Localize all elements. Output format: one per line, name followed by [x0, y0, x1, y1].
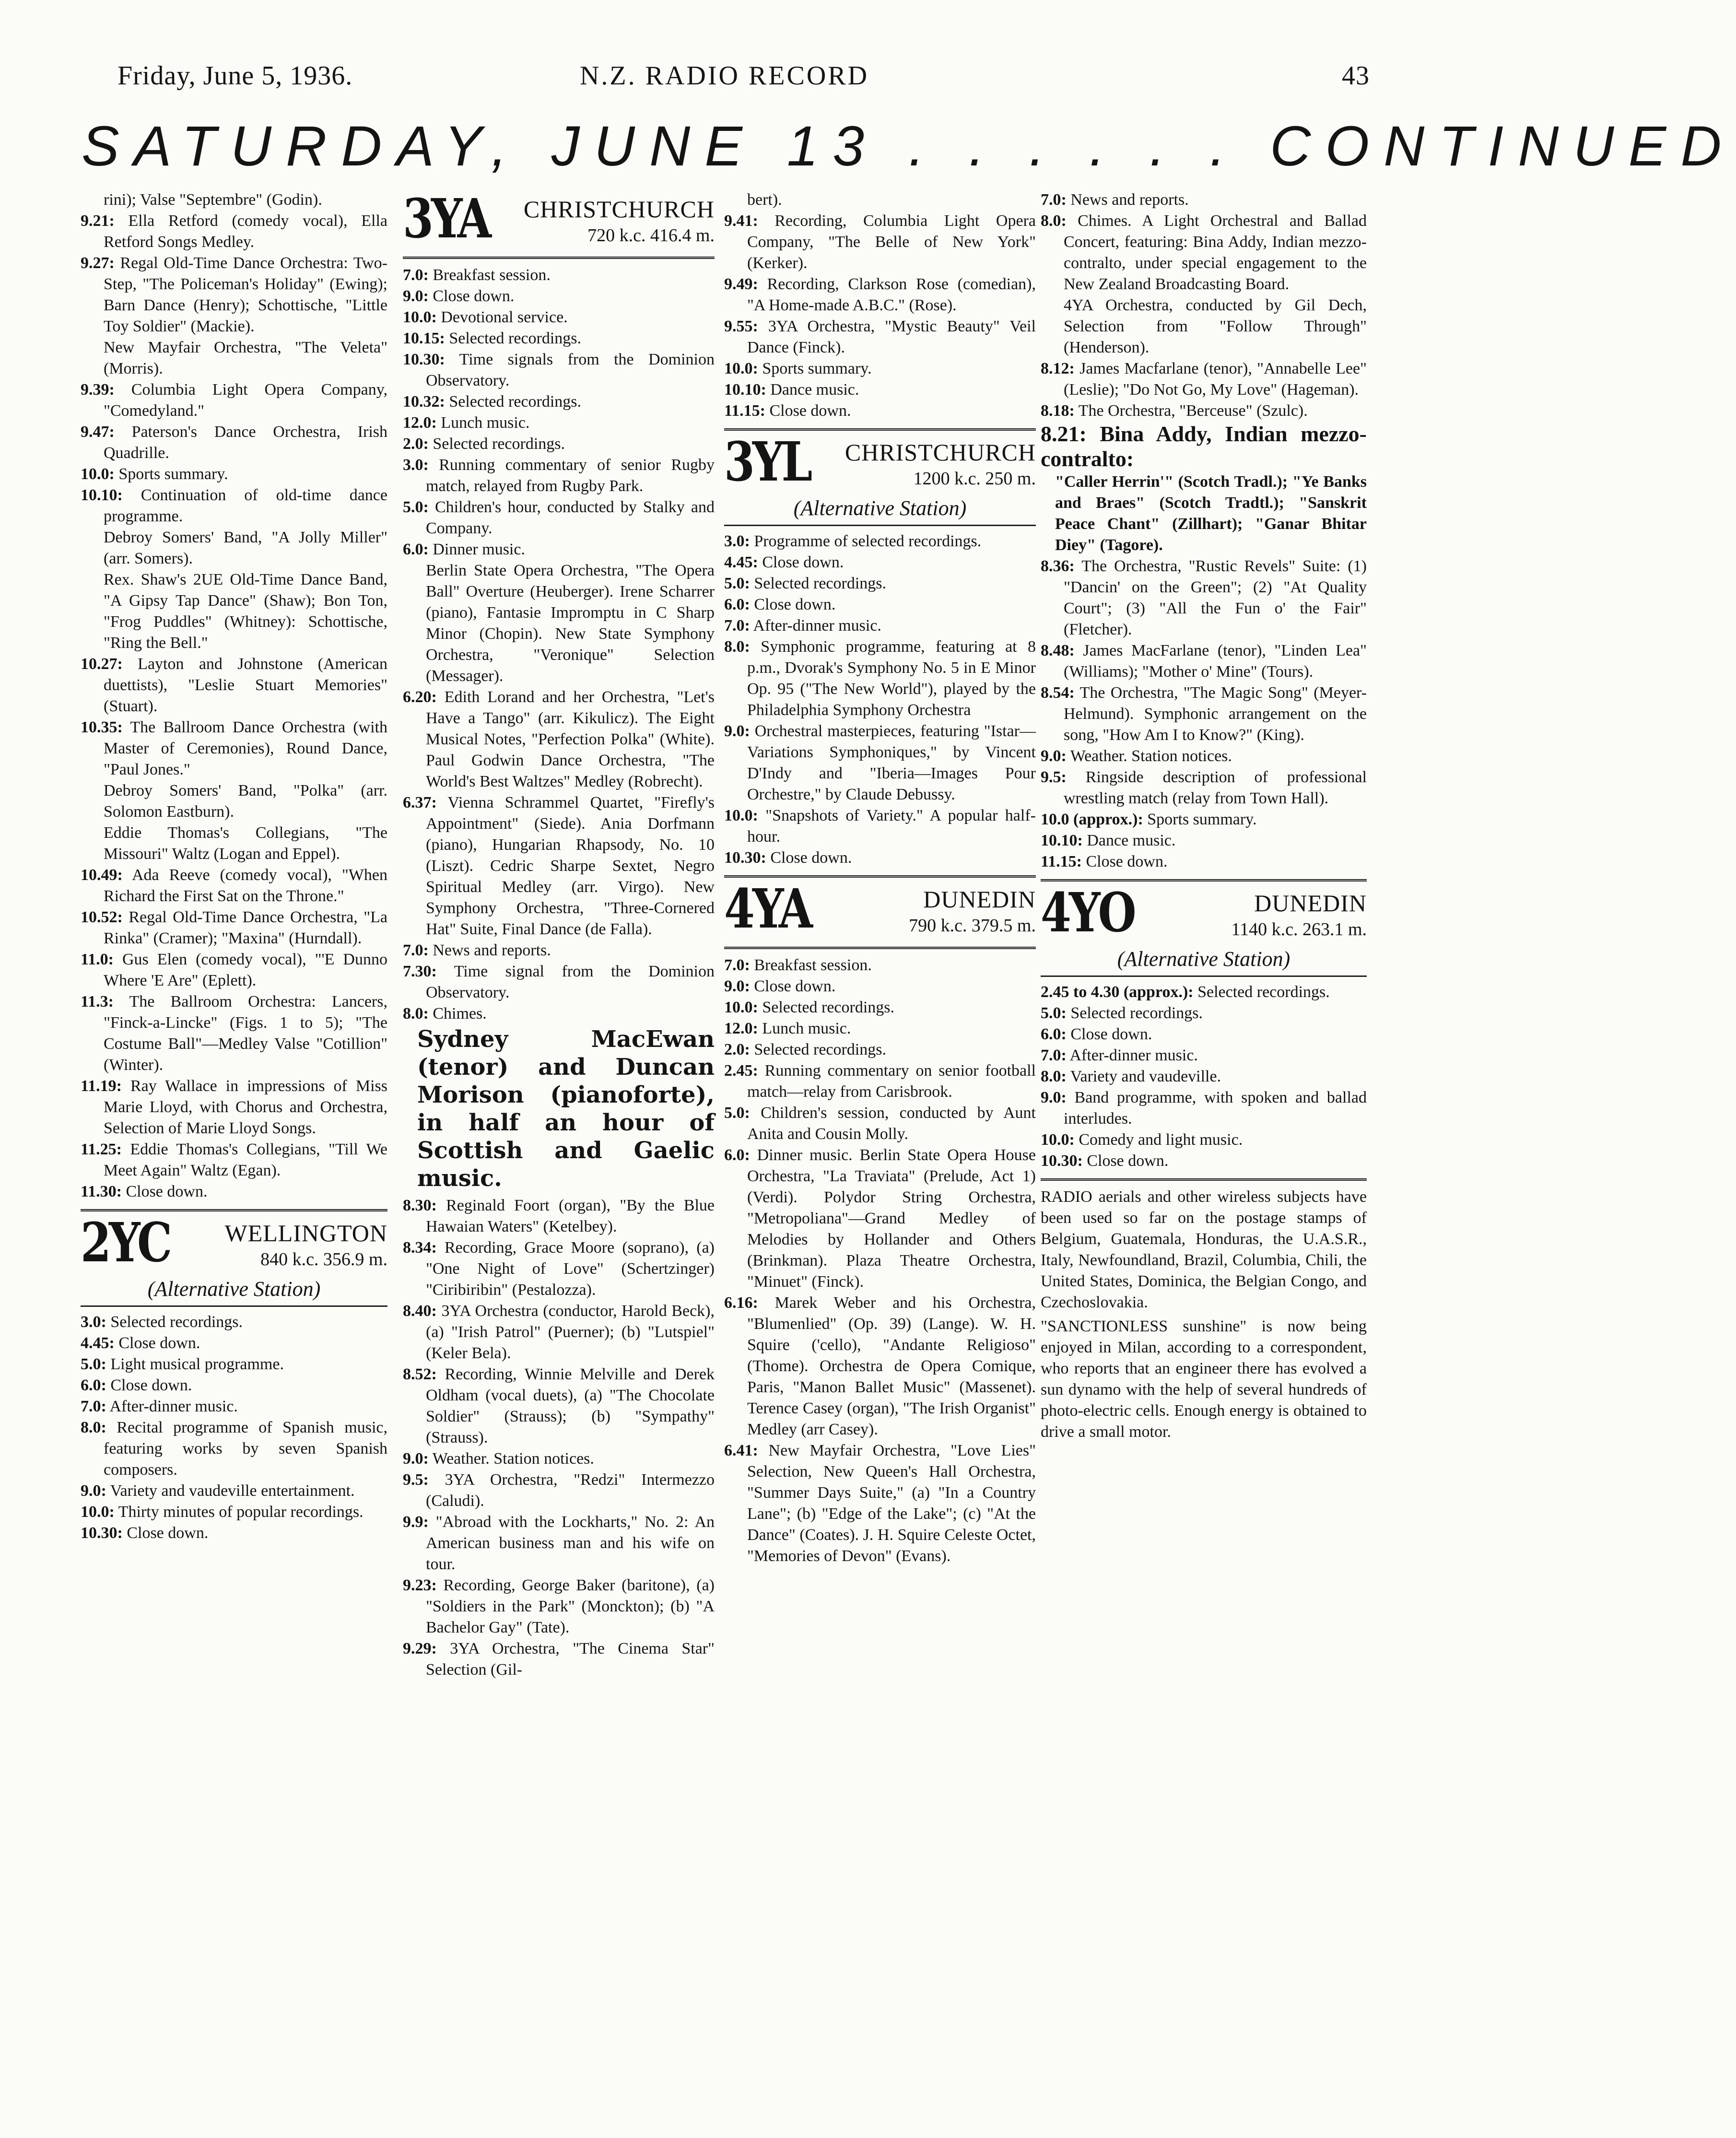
station-city: WELLINGTON	[224, 1220, 387, 1246]
programme-item: 9.39: Columbia Light Opera Company, "Comedyland."	[81, 381, 387, 420]
programme-item: 6.41: New Mayfair Orchestra, "Love Lies" Selection, New Queen's Hall Orchestra, "Summer Days Suite," (a) "In a Country Lane"; (b) "Edge of the Lake"; (c) "At the Dance" (Coates). J. H. Squire Celeste Octet, "Memories of Devon" (Evans).	[724, 1442, 1036, 1565]
programme-item: 10.27: Layton and Johnstone (American duettists), "Leslie Stuart Memories" (Stuart).	[81, 655, 387, 715]
station-call-sign: 4YO	[1041, 881, 1134, 944]
programme-item: 10.0: Sports summary.	[81, 465, 228, 483]
divider	[403, 257, 715, 259]
programme-item: 10.10: Dance music.	[724, 381, 859, 399]
programme-item: 8.30: Reginald Foort (organ), "By the Blue Hawaian Waters" (Ketelbey).	[403, 1197, 715, 1235]
programme-list	[724, 531, 1036, 869]
programme-item: 9.0: Weather. Station notices.	[1041, 747, 1232, 765]
programme-item: 8.36: The Orchestra, "Rustic Revels" Suite: (1) "Dancin' on the Green"; (2) "At Quality Court"; (3) "All the Fun o' the Fair" (Fletcher).	[1041, 557, 1367, 638]
programme-list	[81, 1312, 387, 1544]
programme-item: 7.0: After-dinner music.	[1041, 1046, 1198, 1064]
programme-item: 10.30: Close down.	[81, 1524, 209, 1542]
programme-item: 9.0: Close down.	[403, 287, 515, 305]
programme-item: 10.0: Comedy and light music.	[1041, 1131, 1243, 1149]
programme-item: 9.0: Band programme, with spoken and ballad interludes.	[1041, 1089, 1367, 1128]
programme-list	[724, 955, 1036, 1567]
programme-item: 11.3: The Ballroom Orchestra: Lancers, "Finck-a-Lincke" (Figs. 1 to 5); "The Costume Ball"—Medley Valse "Cotillion" (Winter).	[81, 993, 387, 1074]
programme-item: 10.0: Selected recordings.	[724, 999, 894, 1016]
programme-item: 6.0: Dinner music. Berlin State Opera House Orchestra, "La Traviata" (Prelude, Act 1) (Verdi). Polydor String Orchestra, "Metropoliana"—Grand Medley of Melodies by Hollander and Others (Brinkman). Plaza Theatre Orchestra, "Minuet" (Finck).	[724, 1146, 1036, 1291]
alternative-station-label: (Alternative Station)	[724, 495, 1036, 526]
programme-item: 6.16: Marek Weber and his Orchestra, "Blumenlied" (Op. 39) (Lange). W. H. Squire ('cello), "Andante Religioso" (Thome). Orchestra de Opera Comique, Paris, "Manon Ballet Music" (Massenet). Terence Casey (organ), "The Irish Organist" Medley (arr Casey).	[724, 1294, 1036, 1438]
programme-list	[81, 189, 387, 1202]
programme-list	[403, 265, 715, 1024]
day-banner: SATURDAY, JUNE 13 . . . . . . CONTINUED	[82, 115, 1736, 178]
programme-item: 12.0: Lunch music.	[724, 1020, 851, 1037]
programme-item: 11.25: Eddie Thomas's Collegians, "Till We Meet Again" Waltz (Egan).	[81, 1140, 387, 1179]
station-frequency: 840 k.c. 356.9 m.	[260, 1249, 387, 1269]
programme-item: 8.0: Chimes. A Light Orchestral and Ballad Concert, featuring: Bina Addy, Indian mezzo-contralto, under special engagement to the New Zealand Broadcasting Board.	[1041, 212, 1367, 293]
programme-item: 11.15: Close down.	[1041, 853, 1168, 870]
programme-item: 10.30: Time signals from the Dominion Observatory.	[403, 351, 715, 389]
programme-item: 10.30: Close down.	[724, 849, 852, 867]
station-city: DUNEDIN	[1254, 890, 1367, 916]
programme-item: 5.0: Children's hour, conducted by Stalky and Company.	[403, 498, 715, 537]
programme-item: 7.0: News and reports.	[1041, 191, 1189, 209]
programme-item: 9.0: Close down.	[724, 977, 836, 995]
programme-item: 11.0: Gus Elen (comedy vocal), "'E Dunno Where 'E Are" (Eplett).	[81, 951, 387, 989]
programme-item: 2.0: Selected recordings.	[403, 435, 565, 453]
programme-item: 6.0: Dinner music.	[403, 540, 525, 558]
programme-item: bert).	[747, 191, 782, 209]
programme-list	[403, 1195, 715, 1680]
station-call-sign: 3YA	[403, 188, 490, 250]
programme-item: 10.0: Devotional service.	[403, 308, 568, 326]
programme-item: 2.0: Selected recordings.	[724, 1041, 886, 1058]
programme-item: 7.30: Time signal from the Dominion Observatory.	[403, 963, 715, 1001]
programme-item: 10.0: Thirty minutes of popular recordings.	[81, 1503, 364, 1521]
station-call-sign: 3YL	[724, 431, 810, 493]
station-heading	[724, 878, 1036, 940]
page-number: 43	[1342, 61, 1370, 91]
station-call-sign: 4YA	[724, 878, 811, 940]
programme-item: 10.10: Dance music.	[1041, 832, 1176, 849]
issue-date: Friday, June 5, 1936.	[117, 61, 353, 91]
programme-item: 10.49: Ada Reeve (comedy vocal), "When Richard the First Sat on the Throne."	[81, 866, 387, 905]
programme-item: 6.0: Close down.	[81, 1376, 192, 1394]
featured-performance: Sydney MacEwan (tenor) and Duncan Morison (pianoforte), in half an hour of Scottish and Gaelic music.	[417, 1026, 715, 1192]
station-heading	[403, 188, 715, 250]
programme-item: 9.55: 3YA Orchestra, "Mystic Beauty" Veil Dance (Finck).	[724, 317, 1036, 356]
programme-item: 12.0: Lunch music.	[403, 414, 530, 432]
programme-item: 10.32: Selected recordings.	[403, 393, 581, 411]
programme-item: 5.0: Selected recordings.	[1041, 1004, 1203, 1022]
programme-item: 8.48: James MacFarlane (tenor), "Linden Lea" (Williams); "Mother o' Mine" (Tours).	[1041, 642, 1367, 681]
featured-artist-heading: 8.21: Bina Addy, Indian mezzo-contralto:	[1041, 422, 1367, 471]
programme-item: Berlin State Opera Orchestra, "The Opera Ball" Overture (Heuberger). Irene Scharrer (piano), Fantasie Impromptu in C Sharp Minor (Chopin). New State Symphony Orchestra, "Veronique" Selection (Messager).	[426, 562, 715, 685]
news-paragraph: RADIO aerials and other wireless subjects have been used so far on the postage stamps of Belgium, Guatemala, Honduras, the U.A.S.R., Italy, Newfoundland, Brazil, Columbia, Chili, the United States, Dominica, the Belgian Congo, and Czechoslovakia.	[1041, 1188, 1367, 1311]
programme-item: 7.0: After-dinner music.	[81, 1398, 238, 1415]
programme-item: 8.40: 3YA Orchestra (conductor, Harold Beck), (a) "Irish Patrol" (Puerner); (b) "Lutspiel" (Keler Bela).	[403, 1302, 715, 1362]
programme-list	[1041, 982, 1367, 1172]
programme-item: 8.0: Recital programme of Spanish music, featuring works by seven Spanish composers.	[81, 1419, 387, 1479]
programme-item: 9.41: Recording, Columbia Light Opera Company, "The Belle of New York" (Kerker).	[724, 212, 1036, 272]
publication-title: N.Z. RADIO RECORD	[579, 61, 869, 91]
station-city: DUNEDIN	[923, 886, 1036, 913]
programme-item: 7.0: News and reports.	[403, 941, 551, 959]
programme-item: 9.49: Recording, Clarkson Rose (comedian), "A Home-made A.B.C." (Rose).	[724, 275, 1036, 314]
programme-item: New Mayfair Orchestra, "The Veleta" (Morris).	[104, 339, 387, 377]
station-city: CHRISTCHURCH	[523, 196, 715, 223]
programme-item: 9.5: Ringside description of professional wrestling match (relay from Town Hall).	[1041, 768, 1367, 807]
programme-item: 9.23: Recording, George Baker (baritone), (a) "Soldiers in the Park" (Monckton); (b) "A Bachelor Gay" (Tate).	[403, 1576, 715, 1636]
programme-item: 6.0: Close down.	[724, 596, 836, 613]
programme-item: rini); Valse "Septembre" (Godin).	[104, 191, 322, 209]
programme-item: 6.37: Vienna Schrammel Quartet, "Firefly's Appointment" (Siede). Ania Dorfmann (piano), Hungarian Rhapsody, No. 10 (Liszt). Cedric Sharpe Sextet, Negro Spiritual Medley (arr. Virgo). New Symphony Orchestra, "Three-Cornered Hat" Suite, Final Dance (de Falla).	[403, 794, 715, 938]
station-frequency: 1200 k.c. 250 m.	[913, 469, 1036, 489]
programme-item: 9.29: 3YA Orchestra, "The Cinema Star" Selection (Gil-	[403, 1640, 715, 1679]
station-frequency: 790 k.c. 379.5 m.	[909, 916, 1036, 936]
programme-item: 3.0: Selected recordings.	[81, 1313, 243, 1331]
programme-item: 7.0: Breakfast session.	[403, 266, 551, 284]
column-3	[724, 189, 1036, 1567]
programme-item: 10.10: Continuation of old-time dance programme.	[81, 486, 387, 525]
programme-item: 8.52: Recording, Winnie Melville and Derek Oldham (vocal duets), (a) "The Chocolate Soldier" (Strauss); (b) "Sympathy" (Strauss).	[403, 1365, 715, 1446]
programme-item: 5.0: Selected recordings.	[724, 575, 886, 592]
programme-item: 9.0: Orchestral masterpieces, featuring "Istar—Variations Symphoniques," by Vincent D'Indy and "Iberia—Images Pour Orchestre," by Claude Debussy.	[724, 722, 1036, 803]
programme-item: 10.0 (approx.): Sports summary.	[1041, 811, 1257, 828]
station-heading	[724, 431, 1036, 493]
programme-item: 3.0: Programme of selected recordings.	[724, 532, 982, 550]
station-frequency: 1140 k.c. 263.1 m.	[1231, 919, 1367, 940]
programme-item: 8.18: The Orchestra, "Berceuse" (Szulc).	[1041, 402, 1308, 420]
programme-item: 9.27: Regal Old-Time Dance Orchestra: Two-Step, "The Policeman's Holiday" (Ewing); Barn Dance (Henry); Schottische, "Little Toy Soldier" (Mackie).	[81, 254, 387, 335]
programme-item: 9.0: Weather. Station notices.	[403, 1450, 594, 1468]
programme-item: Rex. Shaw's 2UE Old-Time Dance Band, "A Gipsy Tap Dance" (Shaw); Bon Ton, "Frog Puddles" (Whitney): Schottische, "Ring the Bell."	[104, 571, 387, 652]
programme-item: 2.45 to 4.30 (approx.): Selected recordings.	[1041, 983, 1330, 1001]
programme-item: 6.20: Edith Lorand and her Orchestra, "Let's Have a Tango" (arr. Kikulicz). The Eight Musical Notes, "Perfection Polka" (White). Paul Godwin Dance Orchestra, "The World's Best Waltzes" Medley (Robrecht).	[403, 688, 715, 790]
station-call-sign: 2YC	[81, 1211, 170, 1274]
programme-item: 10.30: Close down.	[1041, 1152, 1169, 1170]
programme-item: 8.34: Recording, Grace Moore (soprano), (a) "One Night of Love" (Schertzinger) "Ciribiribin" (Pestalozza).	[403, 1239, 715, 1299]
programme-item: 9.21: Ella Retford (comedy vocal), Ella Retford Songs Medley.	[81, 212, 387, 251]
programme-item: 4.45: Close down.	[724, 553, 844, 571]
programme-item: 9.5: 3YA Orchestra, "Redzi" Intermezzo (Caludi).	[403, 1471, 715, 1510]
programme-item: 11.30: Close down.	[81, 1183, 208, 1200]
programme-item: 4YA Orchestra, conducted by Gil Dech, Selection from "Follow Through" (Henderson).	[1064, 296, 1367, 356]
divider	[724, 947, 1036, 949]
programme-item: 9.0: Variety and vaudeville entertainment.	[81, 1482, 355, 1500]
programme-item: Debroy Somers' Band, "A Jolly Miller" (arr. Somers).	[104, 529, 387, 567]
programme-item: 7.0: Breakfast session.	[724, 956, 872, 974]
featured-artist-songs: "Caller Herrin'" (Scotch Tradl.); "Ye Banks and Braes" (Scotch Tradtl.); "Sanskrit Peace Chant" (Zillhart); "Ganar Bhitar Diey" (Tagore).	[1055, 473, 1367, 554]
programme-item: 10.15: Selected recordings.	[403, 329, 581, 347]
programme-item: 10.0: "Snapshots of Variety." A popular half-hour.	[724, 807, 1036, 846]
programme-item: 6.0: Close down.	[1041, 1025, 1152, 1043]
station-heading	[81, 1211, 387, 1274]
programme-item: 8.0: Symphonic programme, featuring at 8 p.m., Dvorak's Symphony No. 5 in E Minor Op. 95 ("The New World"), played by the Philadelphia Symphony Orchestra	[724, 638, 1036, 719]
alternative-station-label: (Alternative Station)	[1041, 946, 1367, 977]
station-heading	[1041, 881, 1367, 944]
divider	[1041, 1178, 1367, 1181]
programme-item: 4.45: Close down.	[81, 1334, 200, 1352]
programme-item: 10.0: Sports summary.	[724, 360, 872, 377]
programme-item: 7.0: After-dinner music.	[724, 617, 881, 634]
column-4	[1041, 189, 1367, 1445]
programme-item: 11.15: Close down.	[724, 402, 851, 420]
programme-item: Eddie Thomas's Collegians, "The Missouri" Waltz (Logan and Eppel).	[104, 824, 387, 863]
column-1	[81, 189, 387, 1544]
programme-item: 9.47: Paterson's Dance Orchestra, Irish Quadrille.	[81, 423, 387, 462]
column-2	[403, 189, 715, 1680]
station-frequency: 720 k.c. 416.4 m.	[587, 225, 715, 246]
programme-item: 2.45: Running commentary on senior football match—relay from Carisbrook.	[724, 1062, 1036, 1101]
programme-item: 5.0: Children's session, conducted by Aunt Anita and Cousin Molly.	[724, 1104, 1036, 1143]
programme-item: 3.0: Running commentary of senior Rugby match, relayed from Rugby Park.	[403, 456, 715, 495]
programme-item: 10.52: Regal Old-Time Dance Orchestra, "La Rinka" (Cramer); "Maxina" (Hurndall).	[81, 908, 387, 947]
programme-list	[1041, 556, 1367, 872]
programme-list	[1041, 189, 1367, 422]
programme-item: 10.35: The Ballroom Dance Orchestra (with Master of Ceremonies), Round Dance, "Paul Jones."	[81, 718, 387, 778]
programme-item: 8.0: Chimes.	[403, 1005, 487, 1022]
programme-item: 8.0: Variety and vaudeville.	[1041, 1068, 1221, 1085]
programme-item: 5.0: Light musical programme.	[81, 1355, 284, 1373]
news-paragraph: "SANCTIONLESS sunshine" is now being enjoyed in Milan, according to a correspondent, who reports that an engineer there has evolved a sun dynamo with the help of several hundreds of photo-electric cells. Enough energy is obtained to drive a small motor.	[1041, 1317, 1367, 1441]
programme-item: 9.9: "Abroad with the Lockharts," No. 2: An American business man and his wife on tour.	[403, 1513, 715, 1573]
station-city: CHRISTCHURCH	[845, 439, 1036, 466]
programme-item: Debroy Somers' Band, "Polka" (arr. Solomon Eastburn).	[104, 782, 387, 821]
programme-item: 8.54: The Orchestra, "The Magic Song" (Meyer-Helmund). Symphonic arrangement on the song, "How Am I to Know?" (King).	[1041, 684, 1367, 744]
programme-item: 11.19: Ray Wallace in impressions of Miss Marie Lloyd, with Chorus and Orchestra, Selection of Marie Lloyd Songs.	[81, 1077, 387, 1137]
programme-list	[724, 189, 1036, 422]
alternative-station-label: (Alternative Station)	[81, 1276, 387, 1307]
programme-item: 8.12: James Macfarlane (tenor), "Annabelle Lee" (Leslie); "Do Not Go, My Love" (Hageman).	[1041, 360, 1367, 399]
